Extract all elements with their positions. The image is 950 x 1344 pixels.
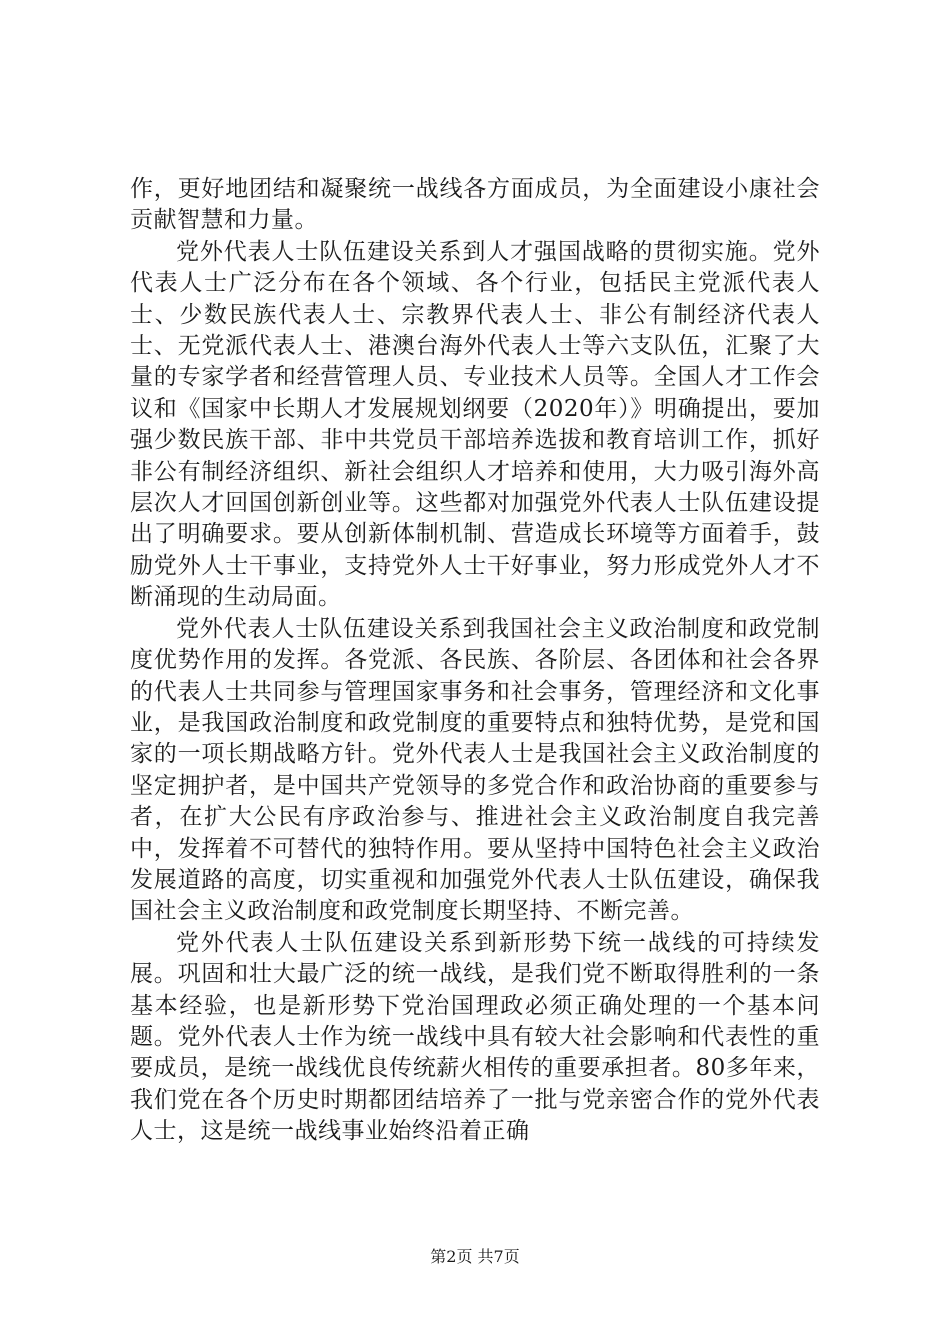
paragraph-1: 作，更好地团结和凝聚统一战线各方面成员，为全面建设小康社会贡献智慧和力量。 xyxy=(130,176,820,234)
page-footer: 第2页 共7页 xyxy=(430,1247,520,1266)
body-text xyxy=(130,174,820,1148)
paragraph-3: 党外代表人士队伍建设关系到我国社会主义政治制度和政党制度优势作用的发挥。各党派、各民族、各阶层、各团体和社会各界的代表人士共同参与管理国家事务和社会事务，管理经济和文化事业，是我国政治制度和政党制度的重要特点和独特优势，是党和国家的一项长期战略方针。党外代表人士是我国社会主义政治制度的坚定拥护者，是中国共产党领导的多党合作和政治协商的重要参与者，在扩大公民有序政治参与、推进社会主义政治制度自我完善中，发挥着不可替代的独特作用。要从坚持中国特色社会主义政治发展道路的高度，切实重视和加强党外代表人士队伍建设，确保我国社会主义政治制度和政党制度长期坚持、不断完善。 xyxy=(130,615,820,925)
paragraph-4: 党外代表人士队伍建设关系到新形势下统一战线的可持续发展。巩固和壮大最广泛的统一战线，是我们党不断取得胜利的一条基本经验，也是新形势下党治国理政必须正确处理的一个基本问题。党外代表人士作为统一战线中具有较大社会影响和代表性的重要成员，是统一战线优良传统薪火相传的重要承担者。80多年来，我们党在各个历史时期都团结培养了一批与党亲密合作的党外代表人士，这是统一战线事业始终沿着正确 xyxy=(130,929,820,1145)
paragraph-2: 党外代表人士队伍建设关系到人才强国战略的贯彻实施。党外代表人士广泛分布在各个领域、各个行业，包括民主党派代表人士、少数民族代表人士、宗教界代表人士、非公有制经济代表人士、无党派代表人士、港澳台海外代表人士等六支队伍，汇聚了大量的专家学者和经营管理人员、专业技术人员等。全国人才工作会议和《国家中长期人才发展规划纲要（2020年）》明确提出，要加强少数民族干部、非中共党员干部培养选拔和教育培训工作，抓好非公有制经济组织、新社会组织人才培养和使用，大力吸引海外高层次人才回国创新创业等。这些都对加强党外代表人士队伍建设提出了明确要求。要从创新体制机制、营造成长环境等方面着手，鼓励党外人士干事业，支持党外人士干好事业，努力形成党外人才不断涌现的生动局面。 xyxy=(130,238,820,611)
